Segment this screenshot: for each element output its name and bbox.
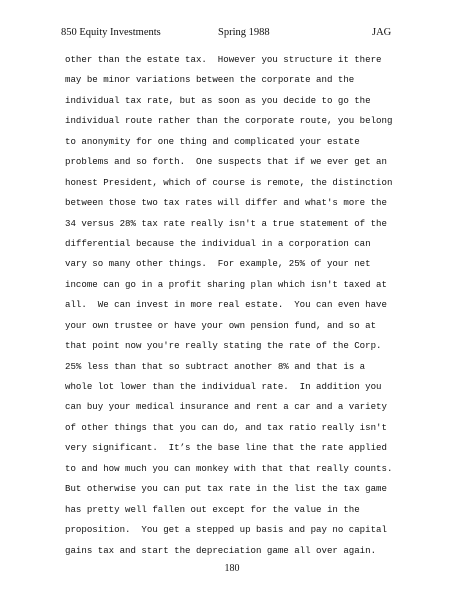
header-initials: JAG [372,27,392,38]
text-line: income can go in a profit sharing plan which isn't taxed at [65,278,387,290]
text-line: individual route rather than the corporate route, you belong [65,115,393,127]
text-line: very significant. It’s the base line that the rate applied [65,442,387,454]
text-line: has pretty well fallen out except for the value in the [65,503,360,515]
text-line: vary so many other things. For example, 25% of your net [65,258,371,270]
text-line: to anonymity for one thing and complicated your estate [65,135,360,147]
page-number: 180 [224,563,240,574]
text-line: individual tax rate, but as soon as you decide to go the [65,94,371,106]
body-text [65,50,435,561]
text-line: problems and so forth. One suspects that if we ever get an [65,156,387,168]
header-course-title: 850 Equity Investments [61,27,161,38]
page-header [0,27,464,41]
text-line: honest President, which of course is remote, the distinction [65,176,393,188]
text-line: of other things that you can do, and tax ratio really isn't [65,421,387,433]
text-line: between those two tax rates will differ and what's more the [65,197,387,209]
header-term: Spring 1988 [218,27,270,38]
text-line: proposition. You get a stepped up basis and pay no capital [65,524,387,536]
text-line: can buy your medical insurance and rent a car and a variety [65,401,387,413]
text-line: to and how much you can monkey with that that really counts. [65,462,393,474]
text-line: gains tax and start the depreciation game all over again. [65,544,377,556]
text-line: differential because the individual in a corporation can [65,237,371,249]
text-line: whole lot lower than the individual rate. In addition you [65,381,382,392]
text-line: other than the estate tax. However you structure it there [65,54,382,65]
text-line: that point now you're really stating the rate of the Corp. [65,340,382,352]
text-line: your own trustee or have your own pension fund, and so at [65,319,377,331]
page-footer [0,563,464,574]
text-line: 25% less than that so subtract another 8% and that is a [65,360,366,372]
text-line: all. We can invest in more real estate. You can even have [65,299,387,311]
text-line: may be minor variations between the corporate and the [65,74,355,86]
text-line: But otherwise you can put tax rate in the list the tax game [65,483,387,495]
text-line: 34 versus 28% tax rate really isn't a true statement of the [65,217,387,229]
